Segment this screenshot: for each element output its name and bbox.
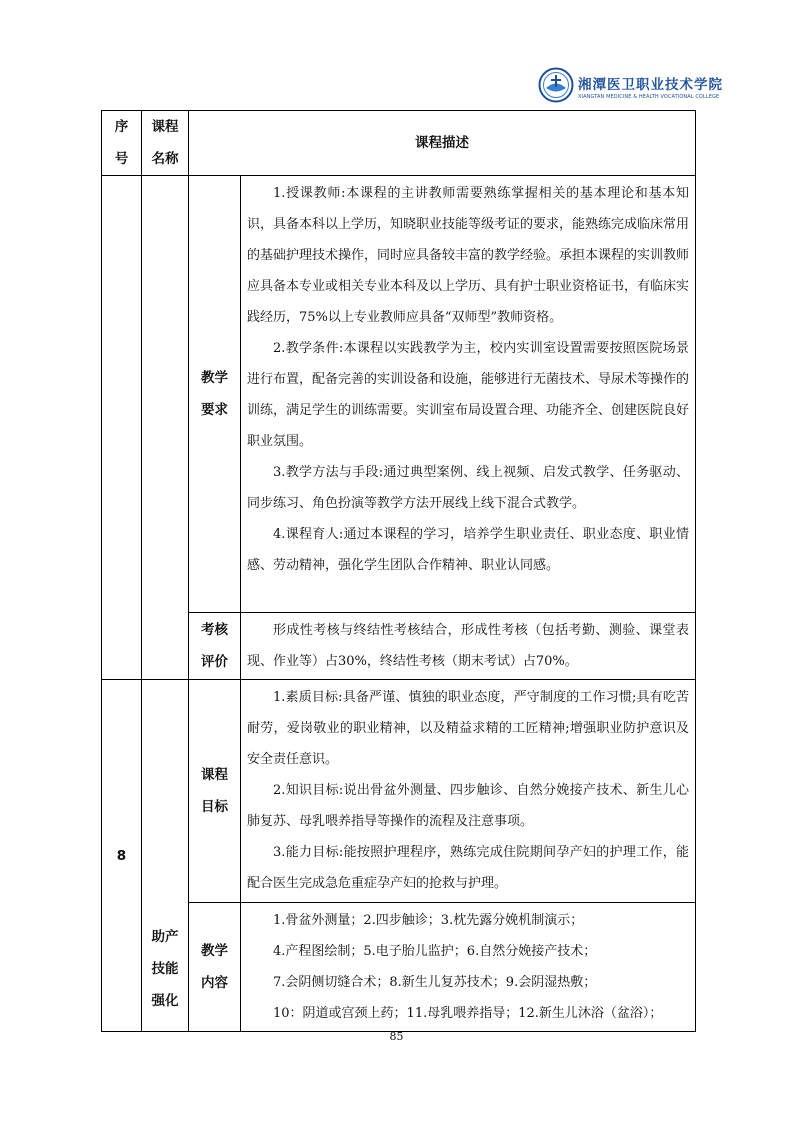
requirements-label-cell — [189, 176, 241, 613]
course-goals-row — [102, 680, 696, 903]
page-number: 85 — [389, 1030, 404, 1043]
college-emblem-icon — [538, 67, 574, 103]
content-line: 1.骨盆外测量；2.四步触诊；3.枕先露分娩机制演示； — [273, 913, 584, 928]
content-label-cell — [189, 903, 241, 1032]
header-number-line1: 序 — [114, 119, 129, 135]
evaluation-label-line1: 考核 — [201, 622, 228, 638]
course-name-cell-empty — [142, 176, 189, 680]
content-line: 7.会阴侧切缝合术；8.新生儿复苏技术；9.会阴湿热敷； — [273, 975, 597, 990]
header-row — [102, 111, 696, 176]
college-name-cn: 湘潭医卫职业技术学院 — [578, 77, 723, 93]
evaluation-label-cell — [189, 613, 241, 680]
goals-paragraph: 2.知识目标:说出骨盆外测量、四步触诊、自然分娩接产技术、新生儿心肺复苏、母乳喂养指导等操作的流程及注意事项。 — [247, 783, 689, 829]
teaching-content-row — [102, 903, 696, 1032]
requirements-paragraph: 3.教学方法与手段:通过典型案例、线上视频、启发式教学、任务驱动、同步练习、角色扮演等教学方法开展线上线下混合式教学。 — [247, 465, 689, 511]
requirements-label-line2: 要求 — [201, 402, 228, 418]
goals-label-cell — [189, 680, 241, 903]
header-number-line2: 号 — [114, 151, 129, 167]
course-name-line3: 强化 — [151, 993, 179, 1009]
content-label-line2: 内容 — [201, 975, 228, 991]
header-name-cell — [142, 111, 189, 176]
evaluation-label-line2: 评价 — [201, 654, 228, 670]
goals-desc-cell — [241, 680, 696, 903]
evaluation-desc-cell — [241, 613, 696, 680]
goals-label-line1: 课程 — [201, 767, 228, 783]
requirements-desc-cell — [241, 176, 696, 613]
goals-paragraph: 1.素质目标:具备严谨、慎独的职业态度，严守制度的工作习惯;具有吃苦耐劳，爱岗敬业的职业精神，以及精益求精的工匠精神;增强职业防护意识及安全责任意识。 — [247, 690, 689, 767]
course-name-line2: 技能 — [151, 961, 179, 977]
evaluation-row — [102, 613, 696, 680]
number-cell-empty — [102, 176, 142, 680]
content-line: 4.产程图绘制；5.电子胎儿监护；6.自然分娩接产技术； — [273, 944, 597, 959]
requirements-paragraph: 4.课程育人:通过本课程的学习，培养学生职业责任、职业态度、职业情感、劳动精神，强化学生团队合作精神、职业认同感。 — [247, 527, 689, 573]
college-name-en: XIANGTAN MEDICINE & HEALTH VOCATIONAL COLLEGE — [578, 94, 720, 100]
content-label-line1: 教学 — [201, 943, 228, 959]
requirements-label-line1: 教学 — [201, 370, 228, 386]
header-name-line2: 名称 — [151, 151, 179, 167]
course-name-line1: 助产 — [151, 929, 179, 945]
header-number-cell — [102, 111, 142, 176]
course-table — [101, 110, 696, 1032]
evaluation-paragraph: 形成性考核与终结性考核结合，形成性考核（包括考勤、测验、课堂表现、作业等）占30%，终结性考核（期末考试）占70%。 — [247, 623, 689, 669]
header-desc-cell: 课程描述 — [189, 111, 696, 176]
content-desc-cell — [241, 903, 696, 1032]
requirements-paragraph: 2.教学条件:本课程以实践教学为主，校内实训室设置需要按照医院场景进行布置，配备完善的实训设备和设施，能够进行无菌技术、导尿术等操作的训练，满足学生的训练需要。实训室布局设置合理、功能齐全、创建医院良好职业氛围。 — [247, 341, 690, 449]
teaching-requirements-row — [102, 176, 696, 613]
content-line: 10：阴道或宫颈上药；11.母乳喂养指导；12.新生儿沐浴（盆浴）； — [273, 1006, 663, 1021]
row-number-cell: 8 — [102, 680, 142, 1032]
goals-paragraph: 3.能力目标:能按照护理程序，熟练完成住院期间孕产妇的护理工作，能配合医生完成急危重症孕产妇的抢救与护理。 — [247, 845, 689, 891]
requirements-paragraph: 1.授课教师:本课程的主讲教师需要熟练掌握相关的基本理论和基本知识，具备本科以上学历，知晓职业技能等级考证的要求，能熟练完成临床常用的基础护理技术操作，同时应具备较丰富的教学经验。承担本课程的实训教师应具备本专业或相关专业本科及以上学历、具有护士职业资格证书，有临床实践经历，75%以上专业教师应具备“双师型”教师资格。 — [247, 186, 690, 325]
header-name-line1: 课程 — [151, 119, 179, 135]
goals-label-line2: 目标 — [201, 799, 228, 815]
course-name-cell — [142, 680, 189, 1032]
